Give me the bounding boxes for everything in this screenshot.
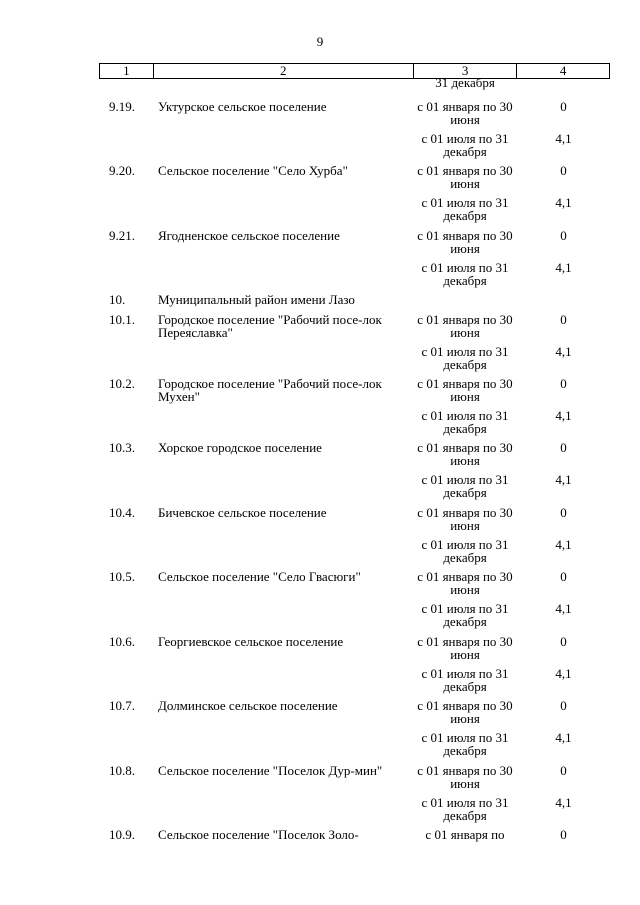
row-number: 10.9. [109,827,135,842]
row-rate: 0 [560,228,567,243]
row-period: с 01 июля по 31 декабря [421,344,509,372]
row-name: Сельское поселение "Поселок Золо- [158,827,359,842]
row-name: Хорское городское поселение [158,440,322,455]
row-period: с 01 января по 30 июня [417,505,513,533]
row-number: 9.21. [109,228,135,243]
row-period: с 01 января по [425,827,505,842]
row-number: 10.8. [109,763,135,778]
row-name: Сельское поселение "Село Гвасюги" [158,569,361,584]
row-period: с 01 июля по 31 декабря [421,601,509,629]
row-name: Уктурское сельское поселение [158,99,327,114]
row-rate: 0 [560,440,567,455]
row-period: с 01 января по 30 июня [417,763,513,791]
row-rate: 4,1 [555,472,572,487]
row-period: с 01 января по 30 июня [417,698,513,726]
row-name: Сельское поселение "Поселок Дур-мин" [158,763,383,778]
row-period: с 01 января по 30 июня [417,228,513,256]
row-period: с 01 января по 30 июня [417,376,513,404]
row-name: Долминское сельское поселение [158,698,338,713]
row-number: 10.6. [109,634,135,649]
row-period: с 01 июля по 31 декабря [421,666,509,694]
row-rate: 0 [560,163,567,178]
row-period: с 01 января по 30 июня [417,569,513,597]
row-rate: 0 [560,505,567,520]
column-header-3: 3 [413,64,517,78]
carry-over-text: 31 декабря [435,75,495,90]
row-rate: 4,1 [555,730,572,745]
row-rate: 0 [560,376,567,391]
row-rate: 4,1 [555,537,572,552]
row-rate: 0 [560,99,567,114]
row-rate: 0 [560,827,567,842]
row-period: с 01 июля по 31 декабря [421,730,509,758]
row-period: с 01 июля по 31 декабря [421,472,509,500]
row-rate: 4,1 [555,601,572,616]
row-period: с 01 июля по 31 декабря [421,408,509,436]
row-period: с 01 июля по 31 декабря [421,260,509,288]
row-rate: 4,1 [555,260,572,275]
column-header-2: 2 [153,64,413,78]
page-number: 9 [316,34,324,49]
row-number: 9.19. [109,99,135,114]
row-name: Муниципальный район имени Лазо [158,292,355,307]
row-number: 10.5. [109,569,135,584]
row-number: 10. [109,292,126,307]
row-name: Сельское поселение "Село Хурба" [158,163,348,178]
row-rate: 4,1 [555,344,572,359]
row-number: 10.7. [109,698,135,713]
row-rate: 0 [560,698,567,713]
row-period: с 01 января по 30 июня [417,634,513,662]
column-header-4: 4 [516,64,609,78]
row-number: 10.4. [109,505,135,520]
row-name: Городское поселение "Рабочий посе-лок Переяславка" [158,312,382,340]
row-name: Георгиевское сельское поселение [158,634,344,649]
column-header-1: 1 [123,63,130,78]
row-name: Городское поселение "Рабочий посе-лок Мухен" [158,376,382,404]
table-header [99,63,610,79]
row-number: 10.2. [109,376,135,391]
row-rate: 0 [560,569,567,584]
row-period: с 01 января по 30 июня [417,312,513,340]
row-period: с 01 июля по 31 декабря [421,195,509,223]
row-rate: 4,1 [555,408,572,423]
row-name: Ягодненское сельское поселение [158,228,340,243]
row-rate: 4,1 [555,795,572,810]
row-rate: 4,1 [555,131,572,146]
row-period: с 01 января по 30 июня [417,163,513,191]
row-name: Бичевское сельское поселение [158,505,327,520]
row-number: 9.20. [109,163,135,178]
row-rate: 4,1 [555,195,572,210]
row-rate: 4,1 [555,666,572,681]
row-rate: 0 [560,312,567,327]
row-period: с 01 июля по 31 декабря [421,795,509,823]
row-rate: 0 [560,634,567,649]
row-rate: 0 [560,763,567,778]
row-period: с 01 января по 30 июня [417,99,513,127]
row-period: с 01 июля по 31 декабря [421,537,509,565]
row-period: с 01 июля по 31 декабря [421,131,509,159]
row-number: 10.1. [109,312,135,327]
row-period: с 01 января по 30 июня [417,440,513,468]
row-number: 10.3. [109,440,135,455]
